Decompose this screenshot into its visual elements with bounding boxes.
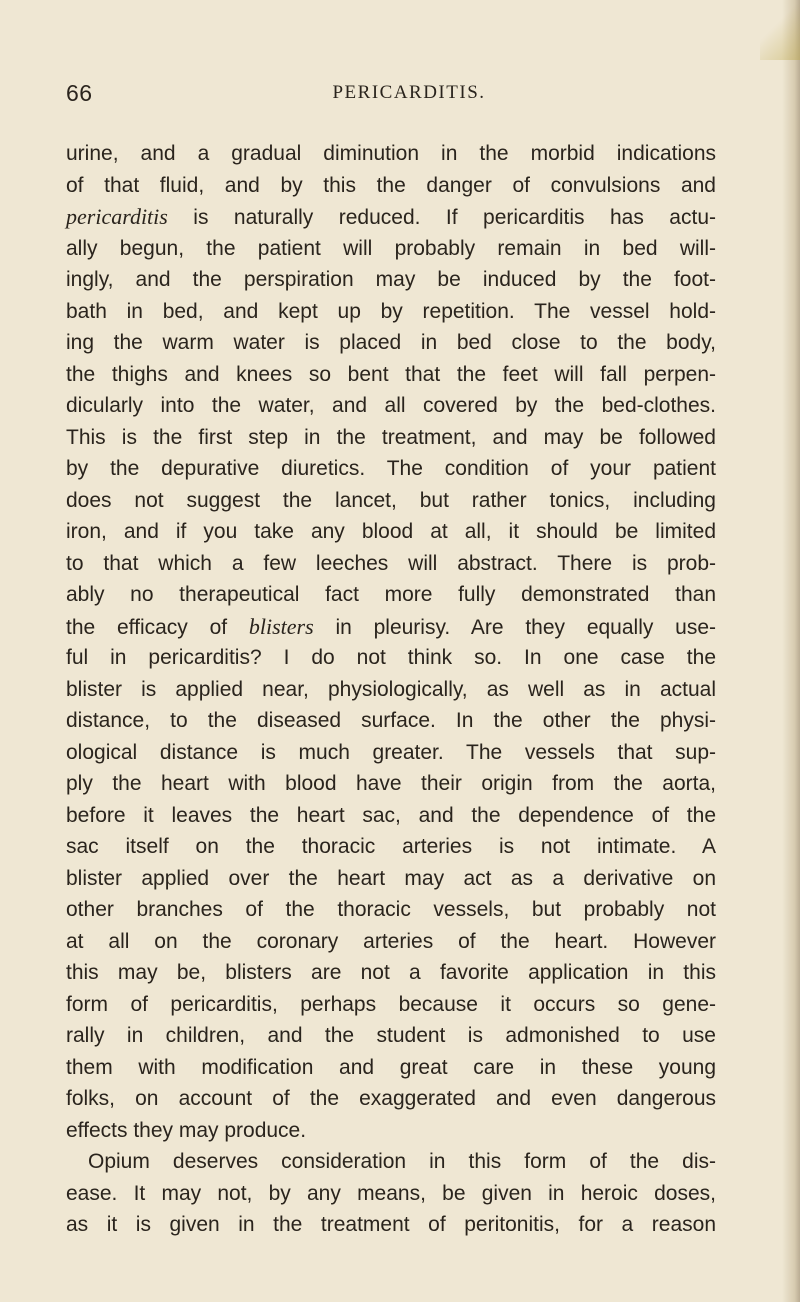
text-line: effects they may produce. bbox=[66, 1118, 307, 1142]
text-line: urine, and a gradual diminution in the morbid indications bbox=[66, 142, 716, 165]
text-line: sac itself on the thoracic arteries is not intimate. A bbox=[66, 835, 716, 858]
page-number: 66 bbox=[66, 80, 93, 106]
text-line: as it is given in the treatment of peritonitis, for a reason bbox=[66, 1213, 716, 1236]
text-line: blister is applied near, physiologically, as well as in actual bbox=[66, 677, 716, 701]
text-line: by the depurative diuretics. The condition of your patient bbox=[66, 457, 716, 480]
text-line: does not suggest the lancet, but rather tonics, including bbox=[66, 488, 716, 512]
text-line: ease. It may not, by any means, be given in heroic doses, bbox=[66, 1181, 716, 1205]
text-line: ful in pericarditis? I do not think so. In one case the bbox=[66, 646, 716, 669]
text-line bbox=[66, 201, 716, 233]
text-line: This is the first step in the treatment, and may be followed bbox=[66, 425, 716, 449]
text-line: this may be, blisters are not a favorite application in this bbox=[66, 961, 716, 984]
text-line: bath in bed, and kept up by repetition. The vessel hold- bbox=[66, 299, 716, 323]
text-line: of that fluid, and by this the danger of convulsions and bbox=[66, 173, 716, 197]
text-span: is naturally reduced. If pericarditis has actu- bbox=[167, 206, 716, 229]
text-line: ological distance is much greater. The vessels that sup- bbox=[66, 740, 716, 764]
text-line: form of pericarditis, perhaps because it occurs so gene- bbox=[66, 992, 716, 1016]
running-title: PERICARDITIS. bbox=[332, 82, 486, 103]
page-corner-tint bbox=[760, 0, 800, 60]
text-span: the efficacy of bbox=[66, 615, 249, 639]
text-span: in pleurisy. Are they equally use- bbox=[313, 615, 716, 639]
text-line: iron, and if you take any blood at all, it should be limited bbox=[66, 520, 716, 543]
italic-term: pericarditis bbox=[66, 204, 168, 229]
page-edge-shadow bbox=[782, 0, 800, 1302]
text-line: at all on the coronary arteries of the heart. However bbox=[66, 929, 716, 953]
text-line: folks, on account of the exaggerated and even dangerous bbox=[66, 1087, 716, 1110]
text-line: ply the heart with blood have their origin from the aorta, bbox=[66, 772, 716, 795]
text-line: dicularly into the water, and all covered by the bed-clothes. bbox=[66, 394, 716, 417]
page-header bbox=[66, 80, 716, 110]
text-line bbox=[66, 611, 716, 643]
text-line: Opium deserves consideration in this form of the dis- bbox=[88, 1150, 716, 1173]
text-line: distance, to the diseased surface. In the other the physi- bbox=[66, 709, 716, 732]
text-line: them with modification and great care in these young bbox=[66, 1055, 716, 1079]
text-line: the thighs and knees so bent that the feet will fall perpen- bbox=[66, 362, 716, 386]
italic-term: blisters bbox=[248, 613, 314, 639]
text-line: ally begun, the patient will probably remain in bed will- bbox=[66, 236, 716, 260]
text-line: ably no therapeutical fact more fully demonstrated than bbox=[66, 583, 716, 606]
text-line: rally in children, and the student is admonished to use bbox=[66, 1024, 716, 1047]
body-text bbox=[66, 138, 716, 1241]
text-line: ing the warm water is placed in bed close to the body, bbox=[66, 331, 716, 354]
text-line: to that which a few leeches will abstract. There is prob- bbox=[66, 551, 716, 575]
text-line: ingly, and the perspiration may be induced by the foot- bbox=[66, 268, 716, 291]
text-line: blister applied over the heart may act as a derivative on bbox=[66, 866, 716, 890]
text-line: other branches of the thoracic vessels, but probably not bbox=[66, 898, 716, 921]
text-line: before it leaves the heart sac, and the dependence of the bbox=[66, 803, 716, 827]
